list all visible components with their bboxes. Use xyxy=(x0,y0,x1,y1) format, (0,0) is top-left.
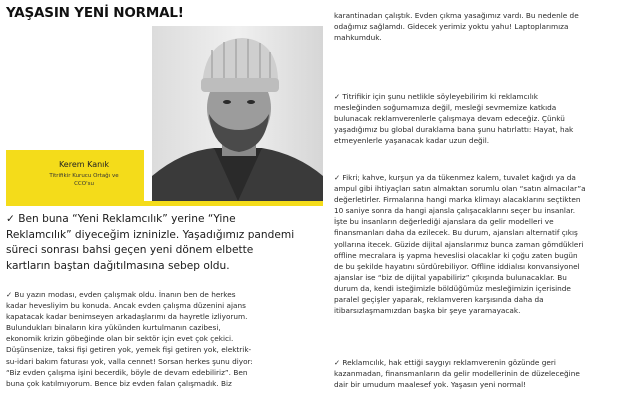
body-paragraph-2 xyxy=(334,91,626,146)
body-line: itibarsızlaşmamızdan başka bir şeye yaramayacak. xyxy=(334,306,521,316)
body-line: ampul gibi ihtiyaçları satın almaktan sorumlu olan “satın almacılar”a xyxy=(334,184,586,194)
body-line: Düşünsenize, taksi fişi getiren yok, yemek fişi getiren yok, elektrik- xyxy=(6,345,252,355)
body-line: bulunacak reklamverenlerle çalışmaya devam edeceğiz. Çünkü xyxy=(334,114,565,124)
body-line: de bu şekilde hayatını sürdürebiliyor. Offline iddialısı konvansiyonel xyxy=(334,261,580,271)
body-line: yollarına itecek. Güzide dijital ajanslarımız bunca zaman gömdükleri xyxy=(334,239,584,249)
body-line: dair bir umudum maalesef yok. Yaşasın yeni normal! xyxy=(334,380,527,390)
lead-line: kartların baştan dağıtılmasına sebep oldu. xyxy=(6,259,230,272)
body-line: buna çok katılmıyorum. Bence biz evden falan çalışmadık. Biz xyxy=(6,378,232,388)
author-photo xyxy=(152,26,323,201)
accent-strip xyxy=(6,201,323,206)
body-line: ✓ Titrifikir için şunu netlikle söyleyebilirim ki reklamcılık xyxy=(334,92,538,101)
lead-line: ✓ Ben buna “Yeni Reklamcılık” yerine “Yine xyxy=(6,213,236,225)
body-line: karantinadan çalıştık. Evden çıkma yasağımız vardı. Bu nedenle de xyxy=(334,11,579,20)
body-line: ekonomik krizin göbeğinde olan bir sektör için evet çok çekici. xyxy=(6,334,234,344)
body-line: offline mecralara iş yapma heveslisi olacaklar ki çoğu zaten bugün xyxy=(334,250,578,260)
body-line: etmeyenlerle yaşanacak kadar uzun değil. xyxy=(334,136,490,146)
body-column-left xyxy=(6,289,322,389)
body-line: 10 saniye sonra da hangi ajansla çalışacaklarını seçer bu insanlar. xyxy=(334,206,576,216)
author-name: Kerem Kanık xyxy=(58,160,110,169)
body-line: ✓ Bu yazın modası, evden çalışmak oldu. İnanın ben de herkes xyxy=(6,290,236,299)
body-line: paralel geçişler yaparak, reklamveren karşısında daha da xyxy=(334,295,544,305)
body-line: “Biz evden çalışma işini becerdik, böyle de devam edebiliriz”. Ben xyxy=(6,367,248,377)
body-line: finansmanları daha da ezilecek. Bu durum, ajansları alternatif çıkış xyxy=(334,228,578,238)
body-line: odağımız sağlamdı. Gidecek yerimiz yoktu yahu! Laptoplarımıza xyxy=(334,22,569,32)
body-line: durum da, kendi isteğimizle böldüğümüz mesleğimizin içerisinde xyxy=(334,283,571,293)
lead-paragraph xyxy=(6,212,326,274)
body-line: yaşadığımız bu global duraklama bana şunu hatırlattı: Hayat, hak xyxy=(334,125,574,135)
body-line: mahkumduk. xyxy=(334,33,382,43)
author-role xyxy=(40,172,128,188)
lead-line: süreci sonrası bahsi geçen yeni dönem elbette xyxy=(6,244,254,257)
body-line: kapatacak kadar benimseyen arkadaşlarımı da hayretle izliyorum. xyxy=(6,312,248,322)
body-paragraph-1 xyxy=(334,10,626,43)
body-paragraph-3 xyxy=(334,172,626,316)
body-line: kadar hevesliyim bu konuda. Ancak evden çalışma düzenini ajans xyxy=(6,301,246,311)
body-line: ✓ Fikri; kahve, kurşun ya da tükenmez kalem, tuvalet kağıdı ya da xyxy=(334,173,576,182)
lead-line: Reklamcılık” diyeceğim izninizle. Yaşadığımız pandemi xyxy=(6,228,295,241)
body-line: ✓ Reklamcılık, hak ettiği saygıyı reklamverenin gözünde geri xyxy=(334,358,556,367)
body-line: değerletirler. Firmalarına hangi marka klimayı alacaklarını seçtikten xyxy=(334,195,581,205)
body-paragraph-4 xyxy=(334,357,626,390)
body-line: kazanmadan, finansmanların da gelir modellerinin de düzeleceğine xyxy=(334,369,580,379)
author-role-line-1: Titrifikir Kurucu Ortağı ve xyxy=(49,173,119,179)
body-line: İşte bu insanların değerlediği ajanslara da gelir modelleri ve xyxy=(334,217,554,227)
author-portrait-image xyxy=(152,26,323,201)
body-line: mesleğinden soğumamıza değil, mesleği sevmemize katkıda xyxy=(334,103,557,113)
body-line: su-idari bakım faturası yok, valla cennet! Sorsan herkes şunu diyor: xyxy=(6,356,253,366)
body-line: Bulundukları binaların kira yükünden kurtulmanın cazibesi, xyxy=(6,323,221,333)
article-title: YAŞASIN YENİ NORMAL! xyxy=(6,5,184,21)
author-role-line-2: CCO'su xyxy=(74,181,94,187)
body-line: ajanslar ise “biz de dijital yapabiliriz” çıkışında bulunacaklar. Bu xyxy=(334,272,567,282)
